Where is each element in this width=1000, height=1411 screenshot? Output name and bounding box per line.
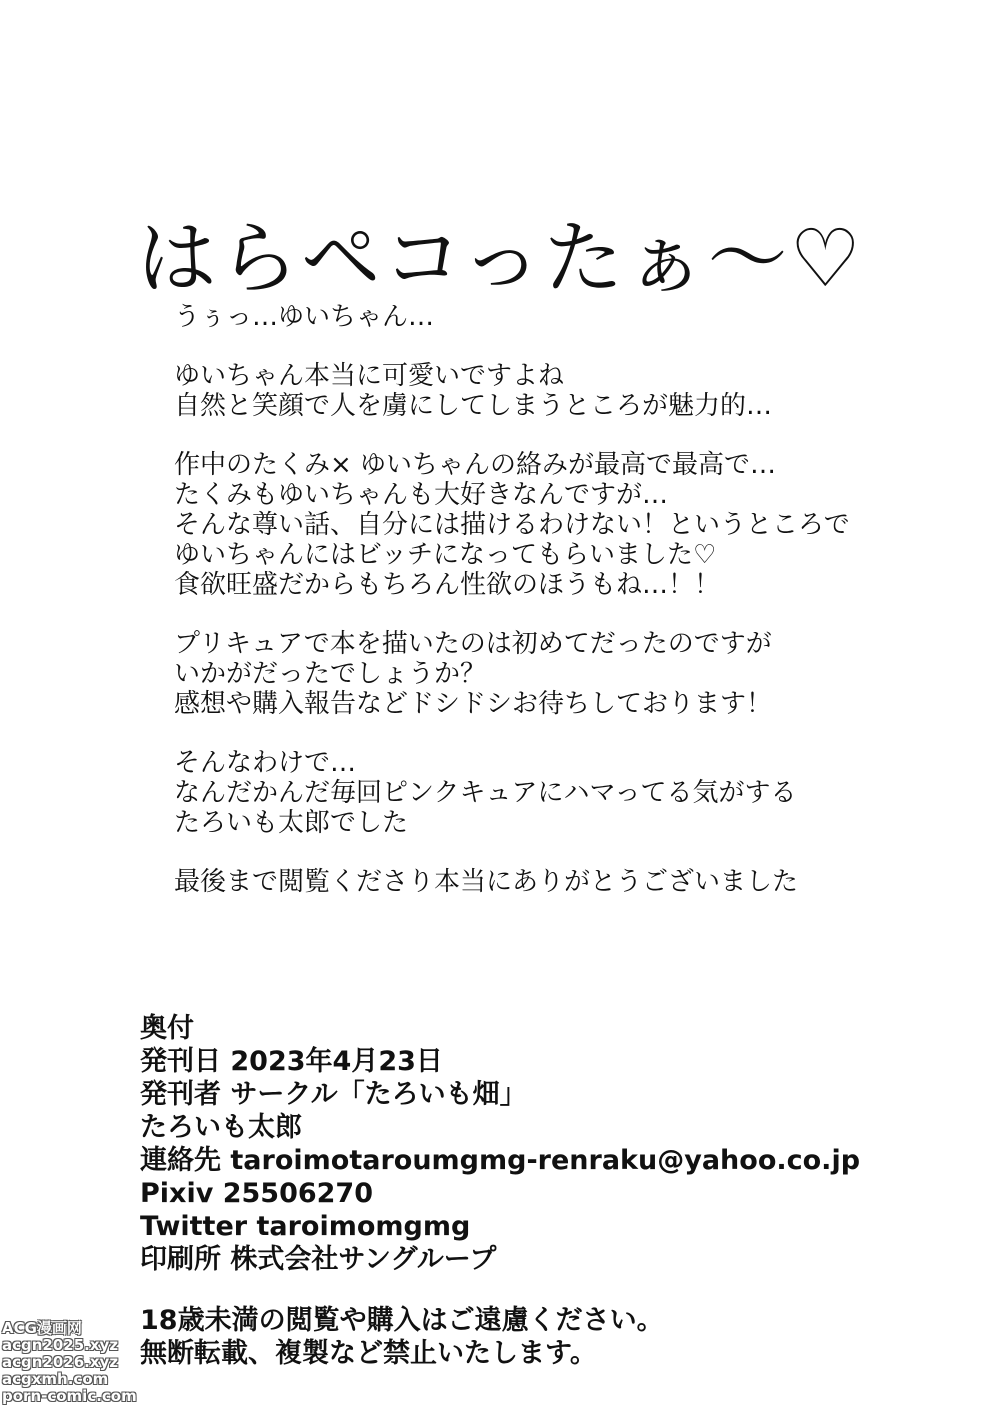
afterword-line: 自然と笑顔で人を虜にしてしまうところが魅力的… [174,391,773,421]
afterword-line: 食欲旺盛だからもちろん性欲のほうもね…！！ [174,570,721,600]
watermark-line: acgxmh.com [2,1370,109,1388]
afterword-line: 感想や購入報告などドシドシお待ちしております！ [174,689,773,719]
pixiv-id: Pixiv 25506270 [140,1178,374,1209]
author-name: たろいも太郎 [140,1112,302,1143]
afterword-line: そんなわけで… [174,748,357,778]
afterword-paragraph [174,629,974,719]
age-restriction-notice: 18歳未満の閲覧や購入はご遠慮ください。 [140,1305,664,1336]
page-title: はらペコったぁ～♡ [136,211,864,305]
colophon [140,1012,980,1370]
afterword-paragraph [174,450,974,600]
afterword-line: うぅっ…ゆいちゃん… [174,302,435,332]
copyright-notice: 無断転載、複製など禁止いたします。 [140,1338,597,1369]
afterword-line: プリキュアで本を描いたのは初めてだったのですが [174,629,772,659]
watermark-line: acgn2025.xyz [2,1336,119,1354]
afterword-line: たろいも太郎でした [174,808,409,838]
afterword-line: ゆいちゃんにはビッチになってもらいました♡ [174,540,717,570]
colophon-heading: 奥付 [140,1013,194,1044]
watermark [2,1320,152,1405]
afterword-line: ゆいちゃん本当に可愛いですよね [174,361,565,391]
watermark-line: ACG漫画网 [2,1319,82,1337]
afterword-paragraph [174,867,974,897]
afterword-paragraph [174,361,974,421]
afterword-line: たくみもゆいちゃんも大好きなんですが… [174,480,669,510]
colophon-spacer [140,1276,980,1304]
twitter-handle: Twitter taroimomgmg [140,1211,471,1242]
watermark-line: porn-comic.com [2,1387,137,1405]
afterword-line: 作中のたくみ× ゆいちゃんの絡みが最高で最高で… [174,450,777,480]
printer: 印刷所 株式会社サングループ [140,1244,497,1275]
afterword-line: そんな尊い話、自分には描けるわけない！というところで [174,510,850,540]
publisher: 発刊者 サークル「たろいも畑」 [140,1079,527,1110]
publication-date: 発刊日 2023年4月23日 [140,1046,443,1077]
afterword-line: いかがだったでしょうか？ [174,659,487,689]
watermark-line: acgn2026.xyz [2,1353,119,1371]
afterword [174,302,974,926]
contact-email: 連絡先 taroimotaroumgmg-renraku@yahoo.co.jp [140,1145,861,1176]
afterword-paragraph [174,302,974,332]
afterword-line: 最後まで閲覧くださり本当にありがとうございました [174,867,799,897]
afterword-paragraph [174,748,974,838]
afterword-line: なんだかんだ毎回ピンクキュアにハマってる気がする [174,778,797,808]
